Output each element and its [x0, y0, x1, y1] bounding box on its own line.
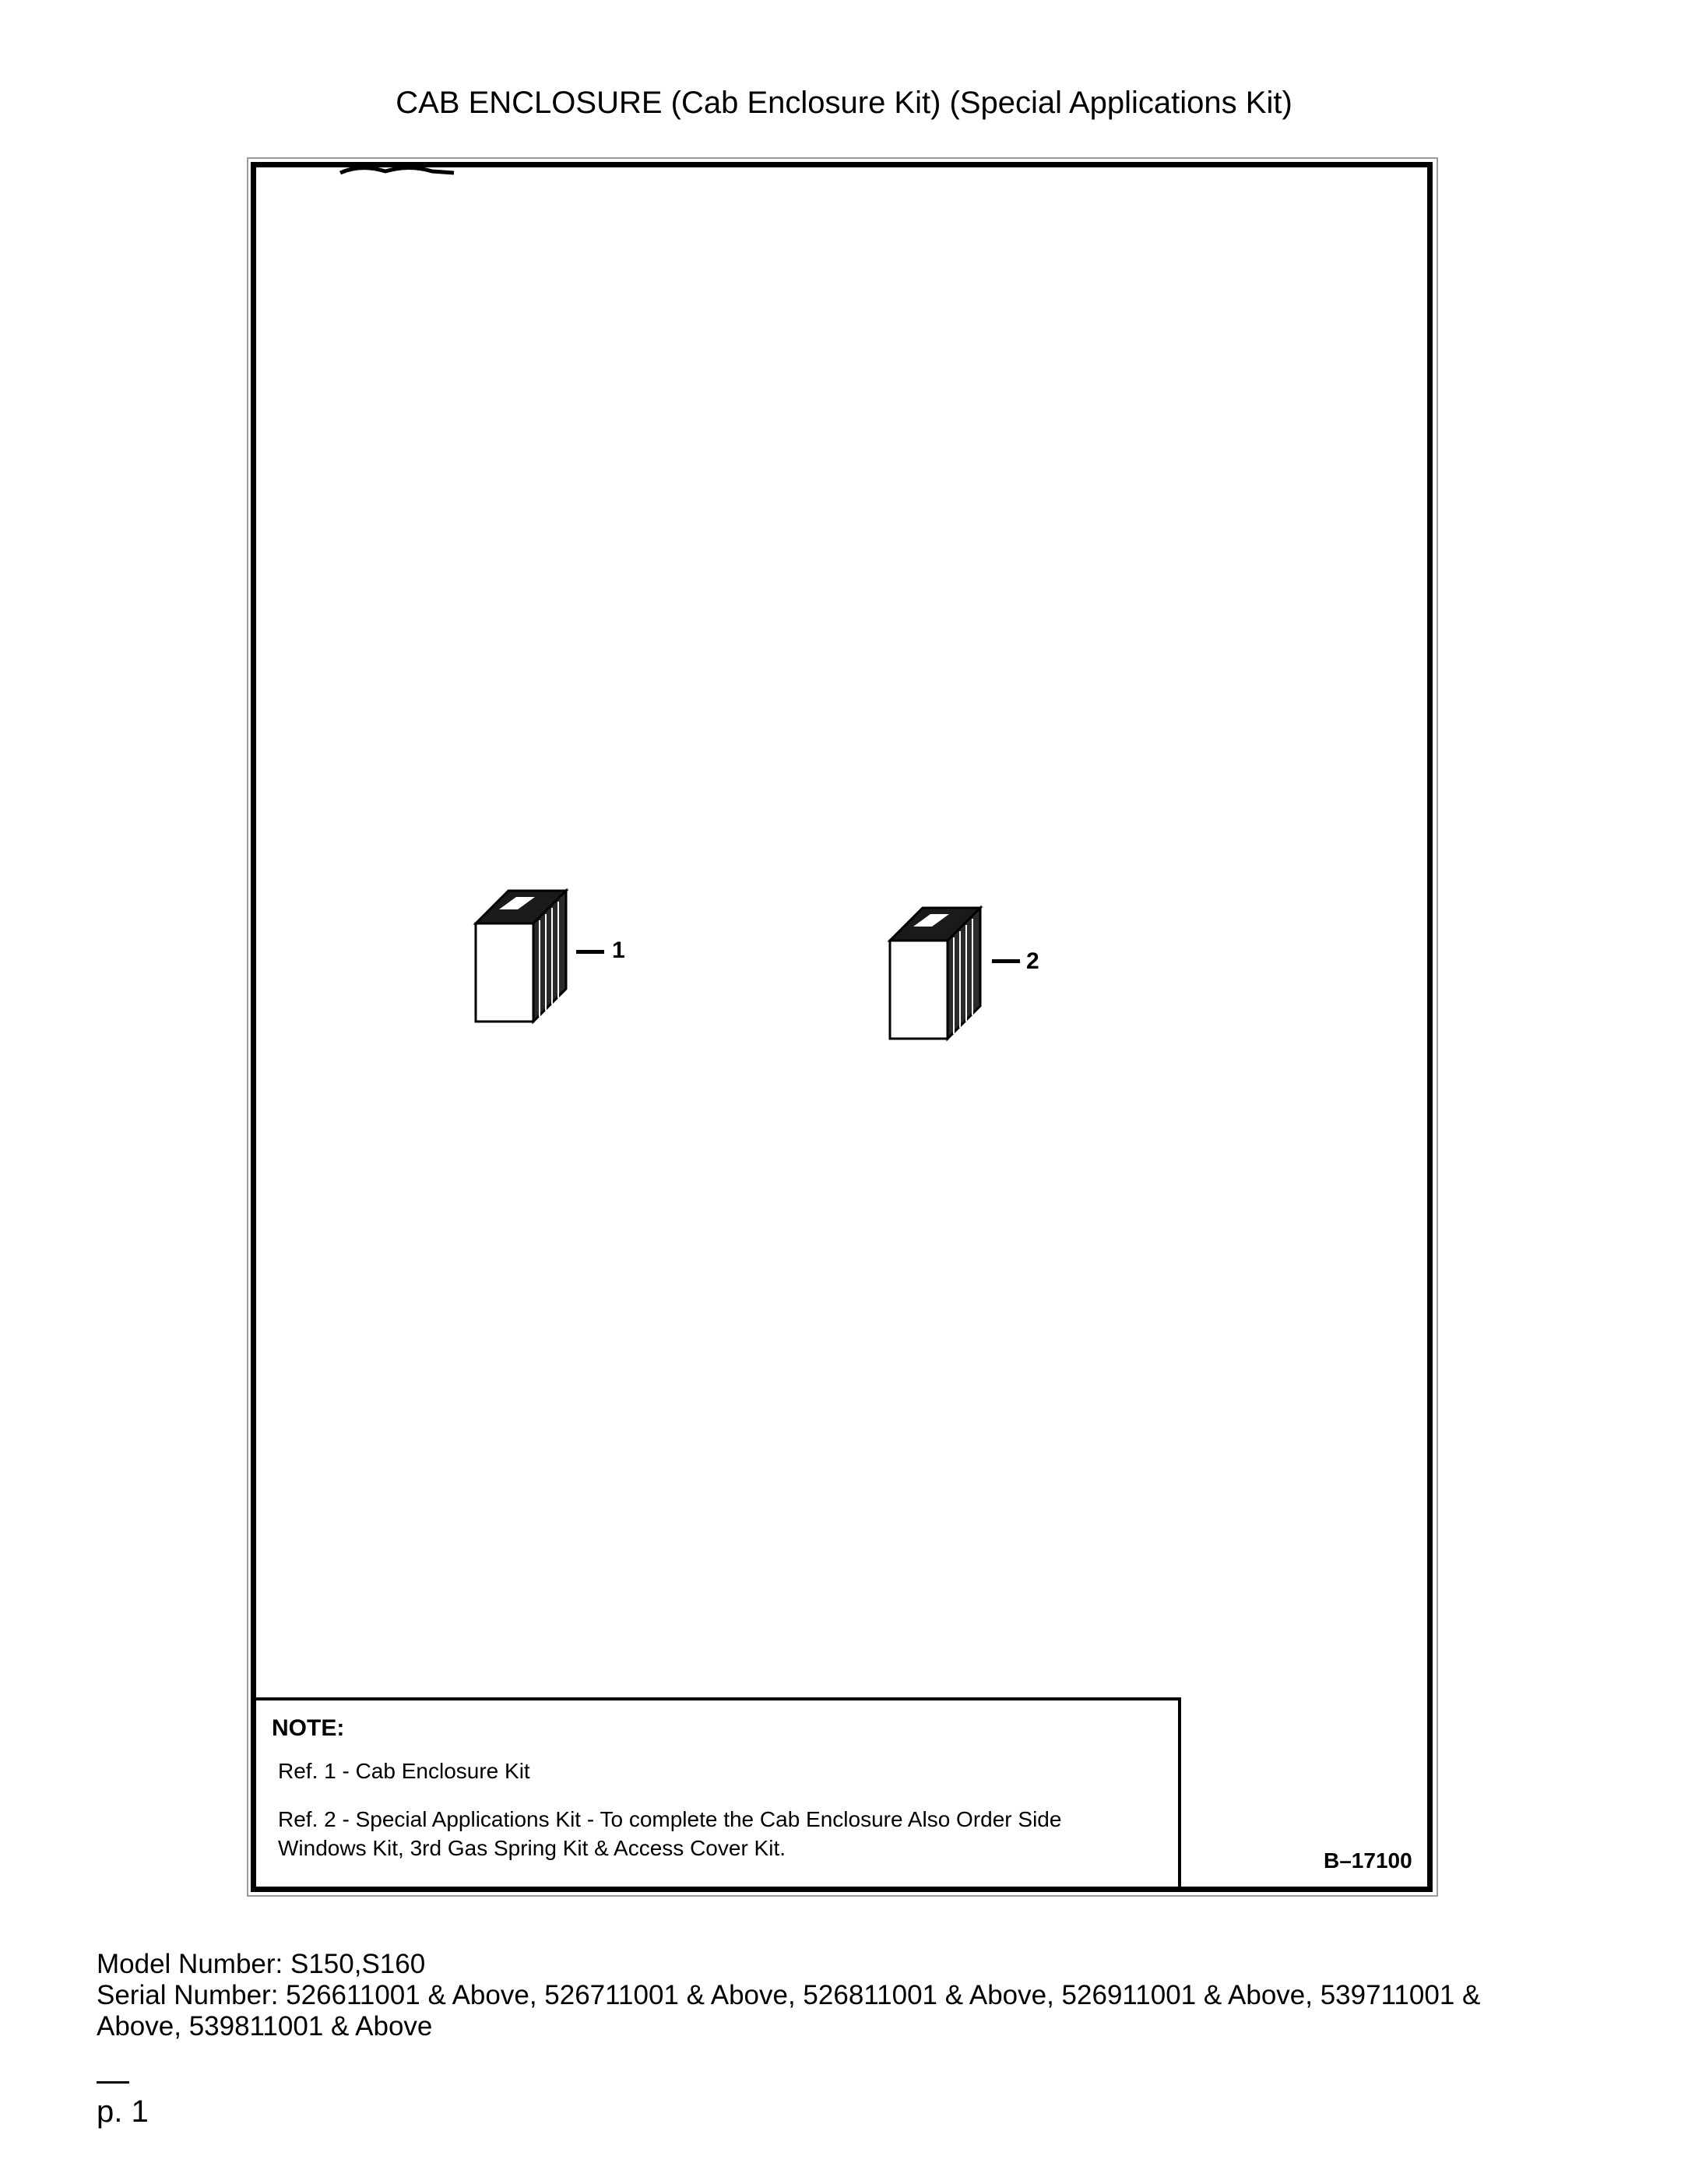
- drawing-id: B–17100: [1324, 1848, 1412, 1873]
- note-ref-1: Ref. 1 - Cab Enclosure Kit: [278, 1759, 530, 1783]
- header-scribble: [339, 165, 455, 176]
- cab-enclosure-kit-box-icon: [471, 886, 572, 1025]
- callout-leader-2: [992, 959, 1020, 963]
- diagram-frame: [251, 162, 1433, 1892]
- callout-number-2: 2: [1026, 948, 1039, 974]
- serial-number-line-2: Above, 539811001 & Above: [97, 2011, 433, 2042]
- model-number: Model Number: S150,S160: [97, 1949, 426, 1979]
- page-number: p. 1: [97, 2094, 149, 2129]
- callout-leader-1: [576, 950, 604, 954]
- note-ref-2-line-2: Windows Kit, 3rd Gas Spring Kit & Access Cover Kit.: [278, 1836, 786, 1860]
- serial-number-line-1: Serial Number: 526611001 & Above, 526711001 & Above, 526811001 & Above, 526911001 & Above, 539711001 &: [97, 1980, 1481, 2010]
- page-separator: [97, 2081, 129, 2084]
- page-title: CAB ENCLOSURE (Cab Enclosure Kit) (Special Applications Kit): [396, 86, 1292, 120]
- note-heading: NOTE:: [272, 1715, 345, 1741]
- note-ref-2-line-1: Ref. 2 - Special Applications Kit - To complete the Cab Enclosure Also Order Side: [278, 1807, 1062, 1831]
- special-applications-kit-box-icon: [885, 903, 986, 1042]
- callout-number-1: 1: [612, 937, 625, 963]
- note-box: [251, 1697, 1181, 1892]
